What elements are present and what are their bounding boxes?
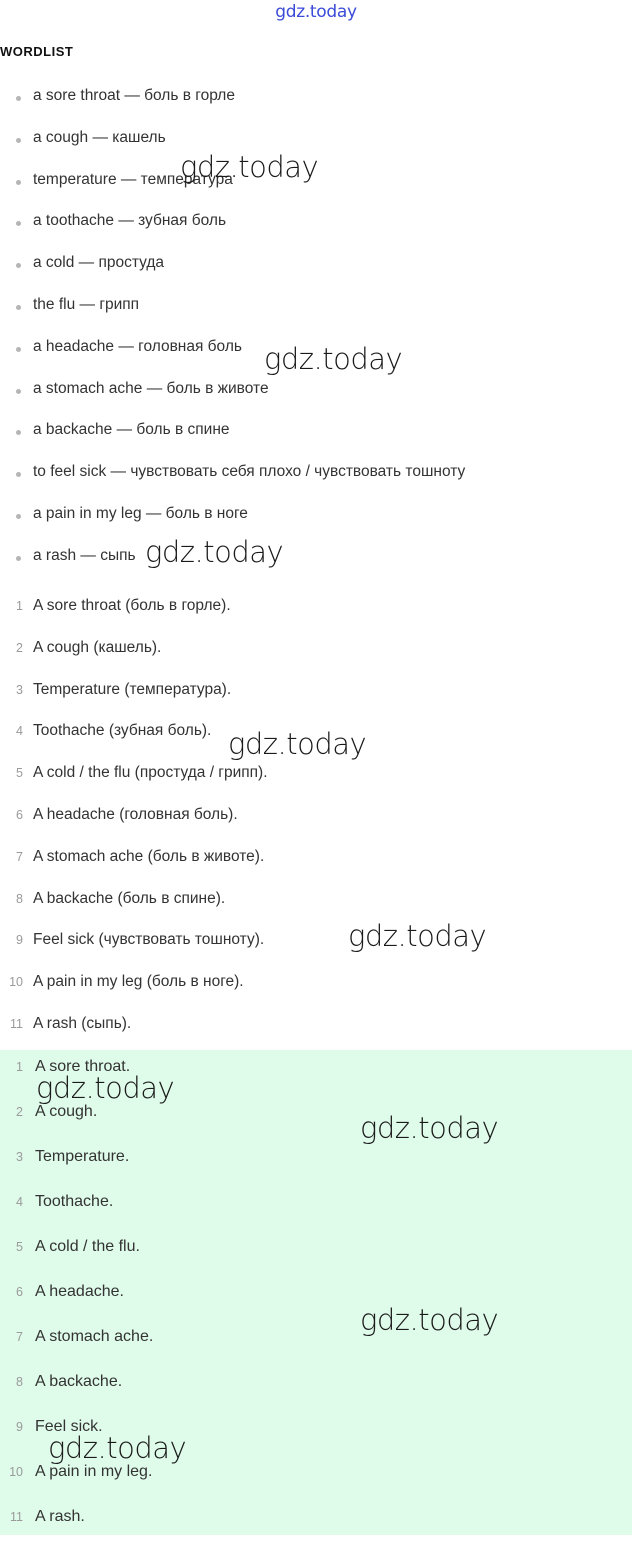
item-number: 10 xyxy=(9,975,23,990)
item-number: 11 xyxy=(10,1016,23,1031)
list-item xyxy=(0,1508,153,1553)
watermark: gdz.today xyxy=(36,1071,175,1105)
item-number: 5 xyxy=(16,1240,23,1254)
bullet-icon xyxy=(16,347,21,352)
item-text: A pain in my leg (боль в ноге). xyxy=(33,973,244,991)
bullet-icon xyxy=(16,389,21,394)
list-item xyxy=(0,639,268,681)
answer-list xyxy=(0,1058,153,1553)
item-number: 2 xyxy=(16,640,23,655)
item-text: A headache. xyxy=(35,1283,124,1300)
list-item xyxy=(0,1148,153,1193)
item-text: Temperature. xyxy=(35,1148,130,1165)
item-text: Feel sick (чувствовать тошноту). xyxy=(33,931,265,949)
list-item xyxy=(0,806,268,848)
item-text: A cold / the flu. xyxy=(35,1238,140,1255)
list-item xyxy=(0,296,465,338)
item-text: A headache (головная боль). xyxy=(33,805,238,823)
item-number: 7 xyxy=(16,1330,23,1344)
watermark: gdz.today xyxy=(264,342,403,376)
list-item xyxy=(0,380,465,422)
item-text: A stomach ache. xyxy=(35,1328,154,1345)
list-item xyxy=(0,1328,153,1373)
item-text: Feel sick. xyxy=(35,1418,103,1435)
bullet-icon xyxy=(16,556,21,561)
list-item xyxy=(0,254,465,296)
watermark: gdz.today xyxy=(180,150,319,184)
wordlist-title: WORDLIST xyxy=(0,44,74,56)
watermark: gdz.today xyxy=(360,1303,499,1337)
bullet-icon xyxy=(16,430,21,435)
item-text: Temperature (температура). xyxy=(33,680,232,698)
item-number: 10 xyxy=(9,1465,23,1479)
watermark: gdz.today xyxy=(48,1431,187,1465)
item-text: A stomach ache (боль в животе). xyxy=(33,847,265,865)
item-number: 2 xyxy=(16,1105,23,1119)
item-number: 3 xyxy=(16,682,23,697)
list-item xyxy=(0,931,268,973)
item-number: 4 xyxy=(16,724,23,739)
watermark: gdz.today xyxy=(228,727,367,761)
watermark: gdz.today xyxy=(360,1111,499,1145)
item-text: A cold / the flu (простуда / грипп). xyxy=(33,764,268,782)
bullet-icon xyxy=(16,138,21,143)
wordlist-entry: a sore throat — боль в горле xyxy=(33,87,235,104)
translation-list xyxy=(0,597,268,1057)
list-item xyxy=(0,1463,153,1508)
bullet-icon xyxy=(16,514,21,519)
item-number: 9 xyxy=(16,933,23,948)
list-item xyxy=(0,681,268,723)
item-number: 11 xyxy=(10,1510,23,1524)
item-text: A cough. xyxy=(35,1103,98,1120)
wordlist-entry: a rash — сыпь xyxy=(33,546,136,564)
item-text: A cough (кашель). xyxy=(33,638,162,656)
bullet-icon xyxy=(16,263,21,268)
item-number: 7 xyxy=(16,849,23,864)
item-text: A rash. xyxy=(35,1508,85,1525)
item-text: A backache. xyxy=(35,1373,123,1390)
item-number: 9 xyxy=(16,1420,23,1434)
wordlist-entry: a headache — головная боль xyxy=(33,337,242,355)
list-item xyxy=(0,597,268,639)
wordlist-entry: a toothache — зубная боль xyxy=(33,212,227,230)
item-text: A sore throat. xyxy=(35,1058,131,1075)
bullet-icon xyxy=(16,96,21,101)
wordlist-entry: temperature — температура xyxy=(33,170,233,188)
list-item xyxy=(0,87,465,129)
list-item xyxy=(0,1373,153,1418)
item-number: 1 xyxy=(16,1060,23,1074)
item-number: 6 xyxy=(16,807,23,822)
list-item xyxy=(0,973,268,1015)
wordlist-entry: to feel sick — чувствовать себя плохо / чувствовать тошноту xyxy=(33,463,466,481)
item-number: 4 xyxy=(16,1195,23,1209)
bullet-icon xyxy=(16,180,21,185)
watermark: gdz.today xyxy=(348,919,487,953)
item-text: Toothache (зубная боль). xyxy=(33,722,212,740)
item-text: A rash (сыпь). xyxy=(33,1014,132,1032)
wordlist-entry: a cold — простуда xyxy=(33,254,165,272)
list-item xyxy=(0,890,268,932)
item-text: A backache (боль в спине). xyxy=(33,889,226,907)
wordlist-entry: a backache — боль в спине xyxy=(33,421,230,439)
list-item xyxy=(0,212,465,254)
item-number: 6 xyxy=(16,1285,23,1299)
bullet-icon xyxy=(16,305,21,310)
item-number: 8 xyxy=(16,891,23,906)
list-item xyxy=(0,1103,153,1148)
bullet-icon xyxy=(16,472,21,477)
item-number: 8 xyxy=(16,1375,23,1389)
wordlist-entry: a pain in my leg — боль в ноге xyxy=(33,504,248,522)
list-item xyxy=(0,421,465,463)
watermark: gdz.today xyxy=(145,535,284,569)
item-text: A pain in my leg. xyxy=(35,1463,153,1480)
item-number: 1 xyxy=(16,599,23,613)
item-text: A sore throat (боль в горле). xyxy=(33,597,231,614)
list-item xyxy=(0,1193,153,1238)
wordlist-entry: the flu — грипп xyxy=(33,295,140,313)
wordlist-entry: a cough — кашель xyxy=(33,128,166,146)
item-number: 5 xyxy=(16,766,23,781)
list-item xyxy=(0,848,268,890)
item-text: Toothache. xyxy=(35,1193,114,1210)
list-item xyxy=(0,463,465,505)
list-item xyxy=(0,1238,153,1283)
item-number: 3 xyxy=(16,1150,23,1164)
site-logo[interactable]: gdz.today xyxy=(275,2,357,22)
wordlist-entry: a stomach ache — боль в животе xyxy=(33,379,269,397)
list-item xyxy=(0,1283,153,1328)
bullet-icon xyxy=(16,221,21,226)
list-item xyxy=(0,764,268,806)
